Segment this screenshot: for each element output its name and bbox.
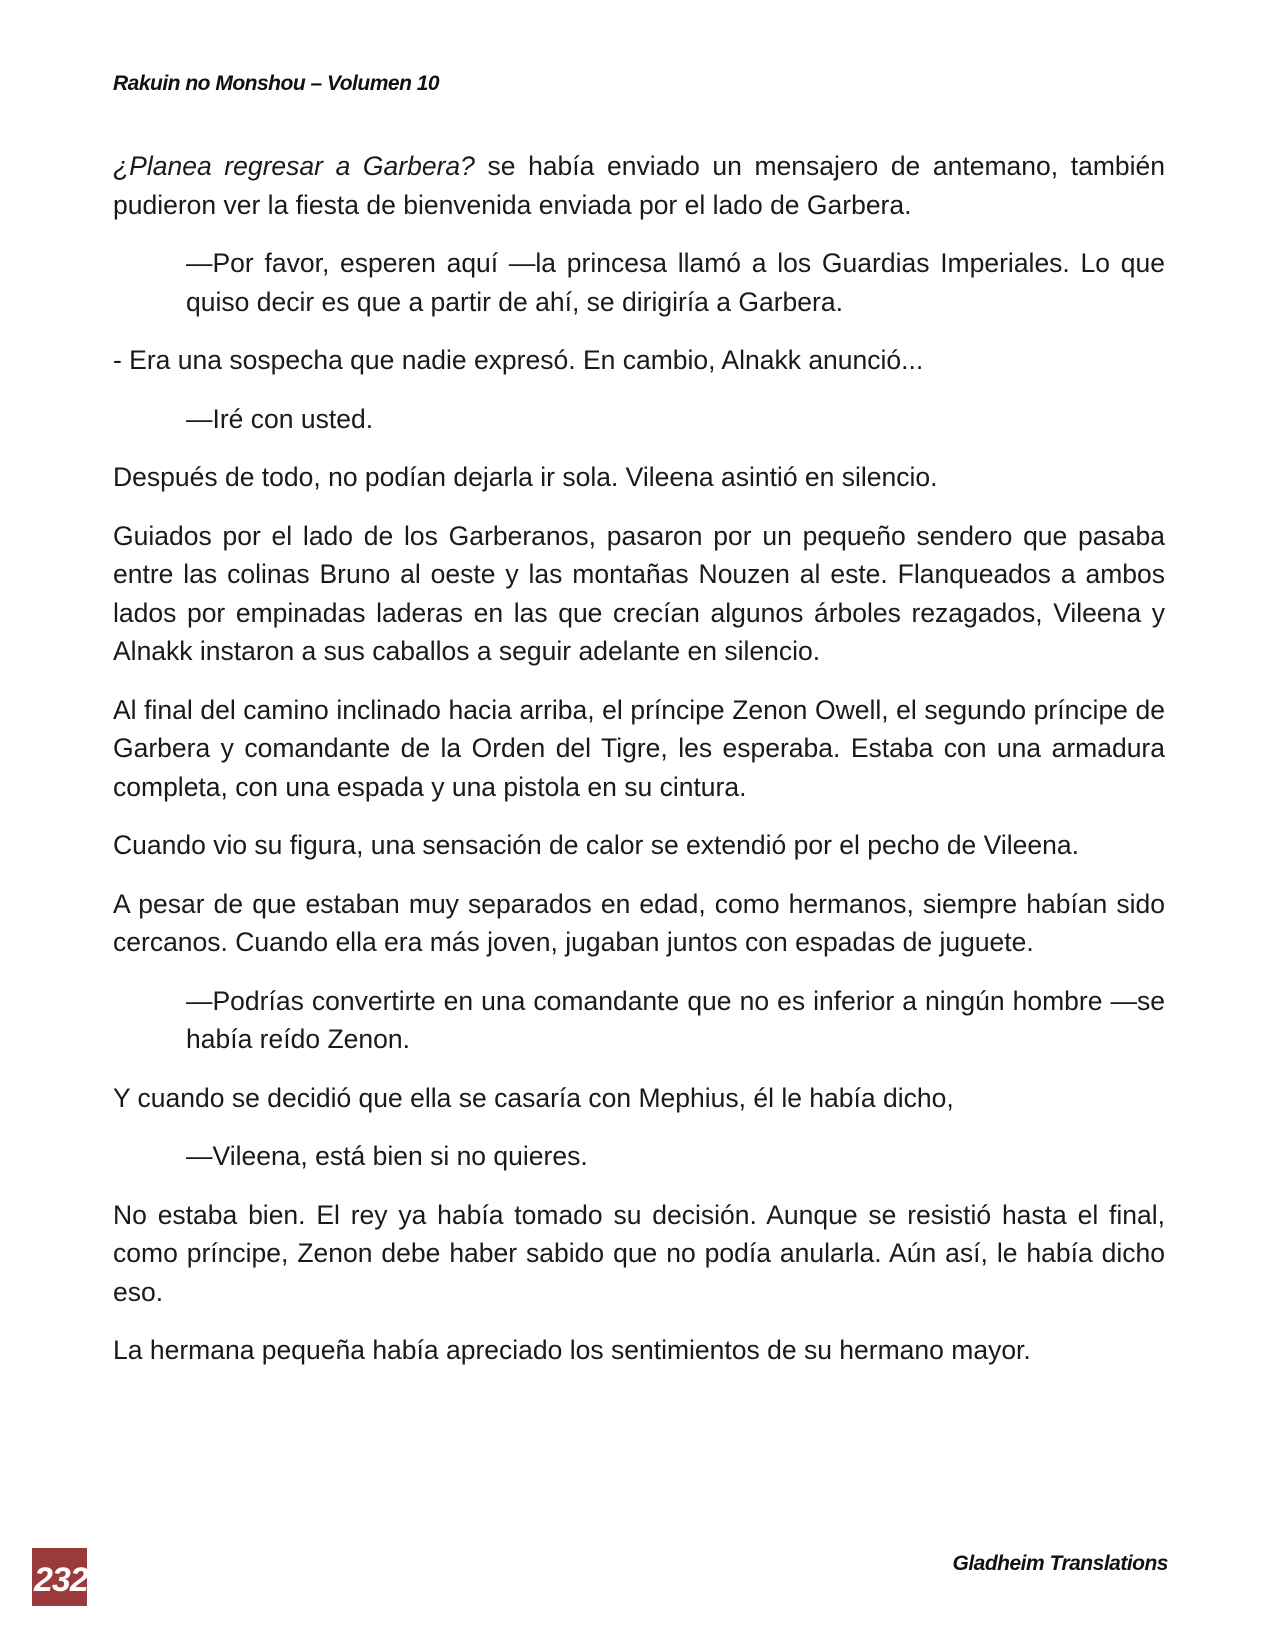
paragraph: Y cuando se decidió que ella se casaría con Mephius, él le había dicho,	[113, 1082, 954, 1113]
paragraph: Guiados por el lado de los Garberanos, pasaron por un pequeño sendero que pasaba entre las colinas Bruno al oeste y las montañas Nouzen al este. Flanqueados a ambos lados por empinadas laderas en las que crecían algunos árboles rezagados, Vileena y Alnakk instaron a sus caballos a seguir adelante en silencio.	[113, 520, 1165, 666]
dialogue-paragraph: —Por favor, esperen aquí —la princesa llamó a los Guardias Imperiales. Lo que quiso decir es que a partir de ahí, se dirigiría a Garbera.	[186, 248, 1165, 317]
running-header: Rakuin no Monshou – Volumen 10	[113, 72, 440, 95]
paragraph: A pesar de que estaban muy separados en edad, como hermanos, siempre habían sido cercanos. Cuando ella era más joven, jugaban juntos con espadas de juguete.	[113, 888, 1165, 957]
paragraph: Después de todo, no podían dejarla ir sola. Vileena asintió en silencio.	[113, 462, 938, 492]
italic-phrase: ¿Planea regresar a Garbera?	[113, 151, 475, 181]
paragraph-text: se había enviado un mensajero de antemano, también pudieron ver la fiesta de bienvenida enviada por el lado de Garbera.	[113, 151, 1165, 220]
page-number: 232	[34, 1561, 88, 1599]
dialogue-paragraph: —Vileena, está bien si no quieres.	[186, 1141, 588, 1171]
paragraph: La hermana pequeña había apreciado los sentimientos de su hermano mayor.	[113, 1335, 1031, 1365]
footer-credit: Gladheim Translations	[952, 1552, 1168, 1575]
paragraph	[113, 147, 1165, 224]
dialogue-paragraph: —Iré con usted.	[186, 403, 374, 434]
dialogue-paragraph: —Podrías convertirte en una comandante que no es inferior a ningún hombre —se había reído Zenon.	[186, 985, 1165, 1054]
paragraph: No estaba bien. El rey ya había tomado su decisión. Aunque se resistió hasta el final, como príncipe, Zenon debe haber sabido que no podía anularla. Aún así, le había dicho eso.	[113, 1199, 1165, 1307]
paragraph: Al final del camino inclinado hacia arriba, el príncipe Zenon Owell, el segundo príncipe de Garbera y comandante de la Orden del Tigre, les esperaba. Estaba con una armadura completa, con una espada y una pistola en su cintura.	[113, 694, 1165, 802]
paragraph: Cuando vio su figura, una sensación de calor se extendió por el pecho de Vileena.	[113, 830, 1079, 860]
paragraph: - Era una sospecha que nadie expresó. En cambio, Alnakk anunció...	[113, 345, 924, 375]
body-text	[113, 147, 1165, 1390]
